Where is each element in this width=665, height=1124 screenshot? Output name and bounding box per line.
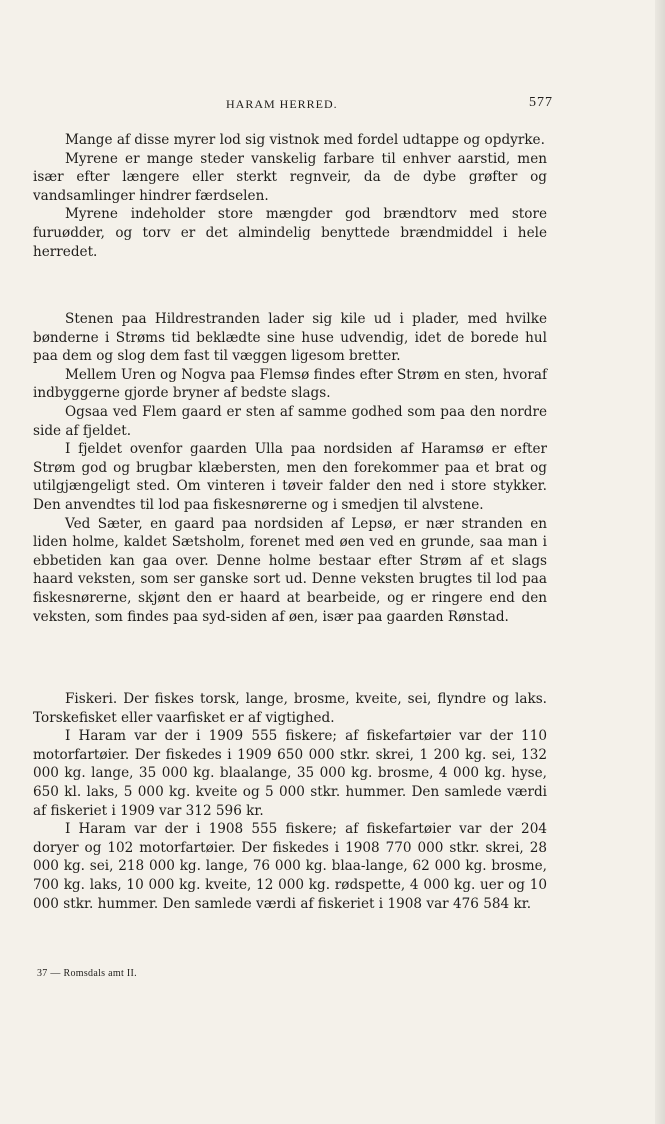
page-edge-shadow: [655, 0, 665, 1124]
paragraph: I fjeldet ovenfor gaarden Ulla paa nordsiden af Haramsø er efter Strøm god og brugbar klæbersten, men den forekommer paa et brat og utilgjængeligt sted. Om vinteren i tøveir falder den ned i store stykker. Den anvendtes til lod paa fiskesnørerne og i smedjen til alvstene.: [33, 441, 547, 513]
paragraph: Stenen paa Hildrestranden lader sig kile ud i plader, med hvilke bønderne i Strøms tid beklædte sine huse udvendig, idet de borede hul paa dem og slog dem fast til væggen ligesom bretter.: [33, 311, 547, 365]
paragraph: Mange af disse myrer lod sig vistnok med fordel udtappe og opdyrke.: [65, 132, 545, 148]
footer-signature: 37 — Romsdals amt II.: [37, 968, 137, 979]
section-sten: [33, 310, 547, 626]
section-myrer: [33, 131, 547, 261]
running-title: HARAM HERRED.: [226, 97, 338, 111]
paragraph: I Haram var der i 1908 555 fiskere; af fiskefartøier var der 204 doryer og 102 motorfartøier. Der fiskedes i 1908 770 000 stkr. skrei, 28 000 kg. sei, 218 000 kg. lange, 76 000 kg. blaa-lange, 62 000 kg. brosme, 700 kg. laks, 10 000 kg. kveite, 12 000 kg. rødspette, 4 000 kg. uer og 10 000 stkr. hummer. Den samlede værdi af fiskeriet i 1908 var 476 584 kr.: [33, 821, 547, 912]
paragraph: Ogsaa ved Flem gaard er sten af samme godhed som paa den nordre side af fjeldet.: [33, 403, 547, 439]
paragraph: Myrene indeholder store mængder god brændtorv med store furuødder, og torv er det almindelig benyttede brændmiddel i hele herredet.: [33, 206, 547, 260]
page-header: [66, 97, 553, 115]
section-fiskeri: [33, 690, 547, 913]
paragraph: Myrene er mange steder vanskelig farbare til enhver aarstid, men især efter længere eller sterkt regnveir, da de dybe grøfter og vandsamlinger hindrer færdselen.: [33, 150, 547, 204]
paragraph: I Haram var der i 1909 555 fiskere; af fiskefartøier var der 110 motorfartøier. Der fiskedes i 1909 650 000 stkr. skrei, 1 200 kg. sei, 132 000 kg. lange, 35 000 kg. blaalange, 35 000 kg. brosme, 4 000 kg. hyse, 650 kl. laks, 5 000 kg. kveite og 5 000 stkr. hummer. Den samlede værdi af fiskeriet i 1909 var 312 596 kr.: [33, 728, 547, 819]
paragraph: Ved Sæter, en gaard paa nordsiden af Lepsø, er nær stranden en liden holme, kaldet Sætsholm, forenet med øen ved en grunde, saa man i ebbetiden kan gaa over. Denne holme bestaar efter Strøm af et slags haard veksten, som ser ganske sort ud. Denne veksten brugtes til lod paa fiskesnørerne, skjønt den er haard at bearbeide, og er ringere end den veksten, som findes paa syd-siden af øen, især paa gaarden Rønstad.: [33, 515, 547, 625]
paragraph: Fiskeri. Der fiskes torsk, lange, brosme, kveite, sei, flyndre og laks. Torskefisket eller vaarfisket er af vigtighed.: [33, 691, 547, 726]
paragraph: Mellem Uren og Nogva paa Flemsø findes efter Strøm en sten, hvoraf indbyggerne gjorde bryner af bedste slags.: [33, 366, 547, 402]
page-number: 577: [529, 95, 553, 110]
